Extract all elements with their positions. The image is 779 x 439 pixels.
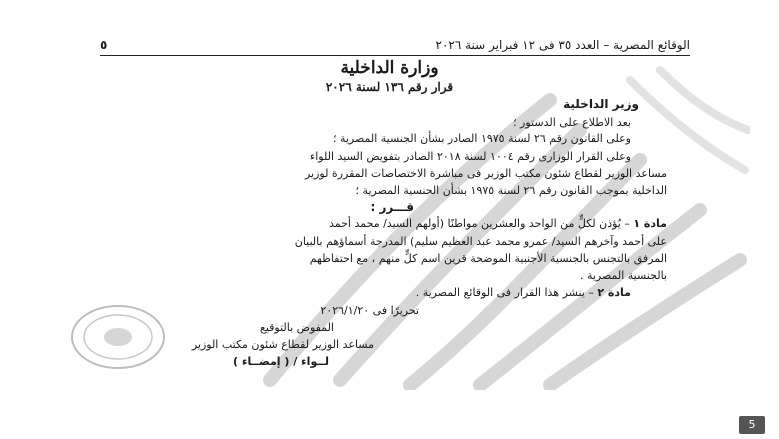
issue-date: تحريرًا فى ٢٠٢٦/١/٢٠ [320, 304, 419, 317]
body-line-1: بعد الاطلاع على الدستور ؛ [513, 116, 631, 129]
article-1-line-1 [329, 217, 667, 230]
body-line-3: وعلى القرار الوزارى رقم ١٠٠٤ لسنة ٢٠١٨ الصادر بتفويض السيد اللواء [310, 150, 631, 163]
page-number: ٥ [100, 38, 108, 52]
stamp-seal [68, 303, 168, 371]
header-divider [100, 55, 690, 56]
minister-title: وزير الداخلية [563, 97, 639, 111]
body-line-5: الداخلية بموجب القانون رقم ٢٦ لسنة ١٩٧٥ بشأن الجنسية المصرية ؛ [355, 184, 667, 197]
gazette-header [100, 36, 690, 54]
gazette-issue-line: الوقائع المصرية – العدد ٣٥ فى ١٢ فبراير سنة ٢٠٢٦ [435, 38, 690, 52]
signature-rank: لــواء / ( إمضــاء ) [232, 355, 329, 368]
article-1-line-2: على أحمد وآخرهم السيد/ عمرو محمد عبد العظيم سليم) المدرجة أسماؤهم بالبيان [294, 235, 667, 248]
article-1-line-3: المرفق بالتجنس بالجنسية الأجنبية الموضحة قرين اسم كلٍّ منهم ، مع احتفاظهم [309, 252, 667, 265]
decree-number: قرار رقم ١٣٦ لسنة ٢٠٢٦ [325, 80, 454, 94]
page-indicator[interactable]: 5 [739, 416, 765, 434]
decides-heading: قـــرر : [370, 200, 414, 214]
article-1-text: – يُؤذن لكلٍّ من الواحد والعشرين مواطنًا (أولهم السيد/ محمد أحمد [328, 217, 630, 230]
body-line-2: وعلى القانون رقم ٢٦ لسنة ١٩٧٥ الصادر بشأن الجنسية المصرية ؛ [332, 132, 631, 145]
signature-authorized: المفوض بالتوقيع [259, 321, 334, 334]
ministry-title: وزارة الداخلية [340, 58, 439, 78]
article-1-label: مادة ١ [633, 217, 667, 230]
body-line-4: مساعد الوزير لقطاع شئون مكتب الوزير فى مباشرة الاختصاصات المقررة لوزير [304, 167, 667, 180]
article-1-line-4: بالجنسية المصرية . [579, 269, 667, 282]
article-2-label: مادة ٢ [597, 286, 631, 299]
article-2 [416, 286, 631, 299]
signature-title: مساعد الوزير لقطاع شئون مكتب الوزير [191, 338, 374, 351]
article-2-text: – ينشر هذا القرار فى الوقائع المصرية . [415, 286, 594, 299]
